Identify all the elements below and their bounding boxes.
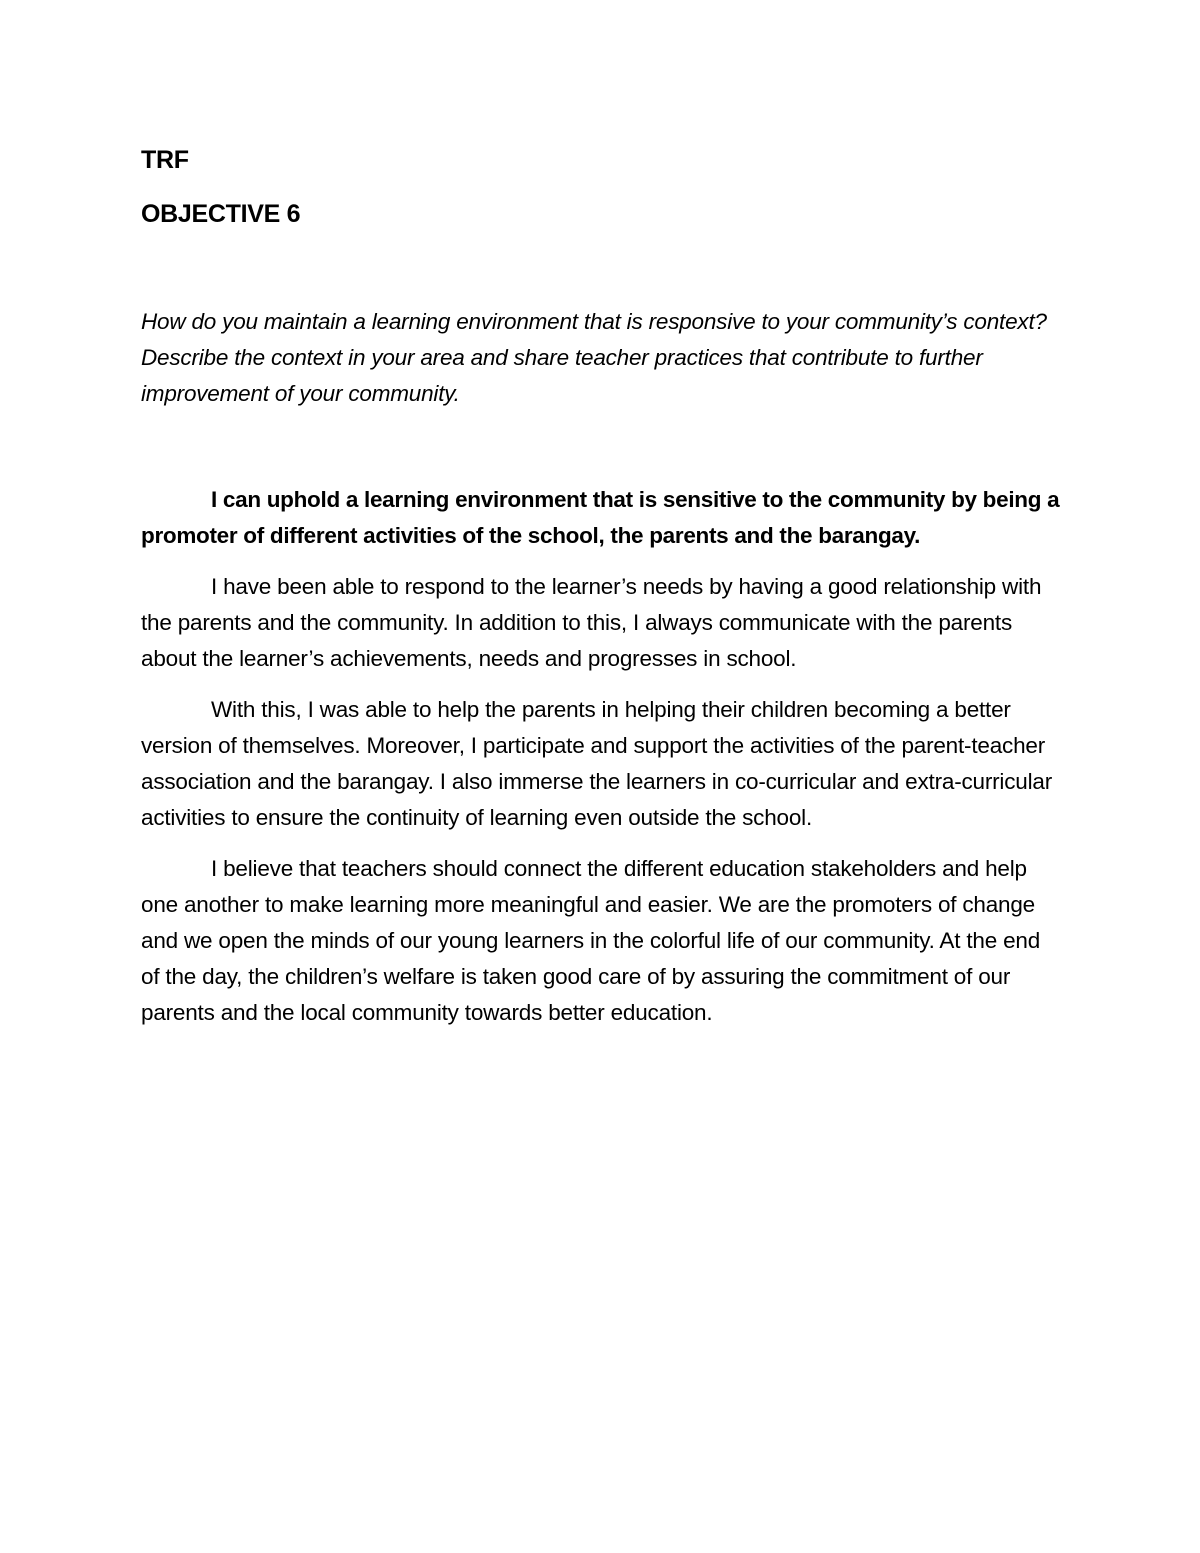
objective-prompt: How do you maintain a learning environment that is responsive to your community’s context? Describe the context in your area and share teacher practices that contribute to further improvement of your community. bbox=[141, 309, 1047, 406]
objective-heading: OBJECTIVE 6 bbox=[141, 200, 301, 228]
answer-paragraph-lead: I can uphold a learning environment that is sensitive to the community by being a promoter of different activities of the school, the parents and the barangay. bbox=[141, 487, 1060, 548]
answer-paragraph: I have been able to respond to the learner’s needs by having a good relationship with the parents and the community. In addition to this, I always communicate with the parents about the learner’s achievements, needs and progresses in school. bbox=[141, 574, 1042, 671]
answer-paragraph: With this, I was able to help the parents in helping their children becoming a better version of themselves. Moreover, I participate and support the activities of the parent-teacher association and the barangay. I also immerse the learners in co-curricular and extra-curricular activities to ensure the continuity of learning even outside the school. bbox=[141, 697, 1053, 830]
document-title: TRF bbox=[141, 146, 189, 174]
answer-paragraph: I believe that teachers should connect the different education stakeholders and help one another to make learning more meaningful and easier. We are the promoters of change and we open the minds of our young learners in the colorful life of our community. At the end of the day, the children’s welfare is taken good care of by assuring the commitment of our parents and the local community towards better education. bbox=[141, 856, 1041, 1025]
document-body bbox=[141, 142, 1061, 1031]
